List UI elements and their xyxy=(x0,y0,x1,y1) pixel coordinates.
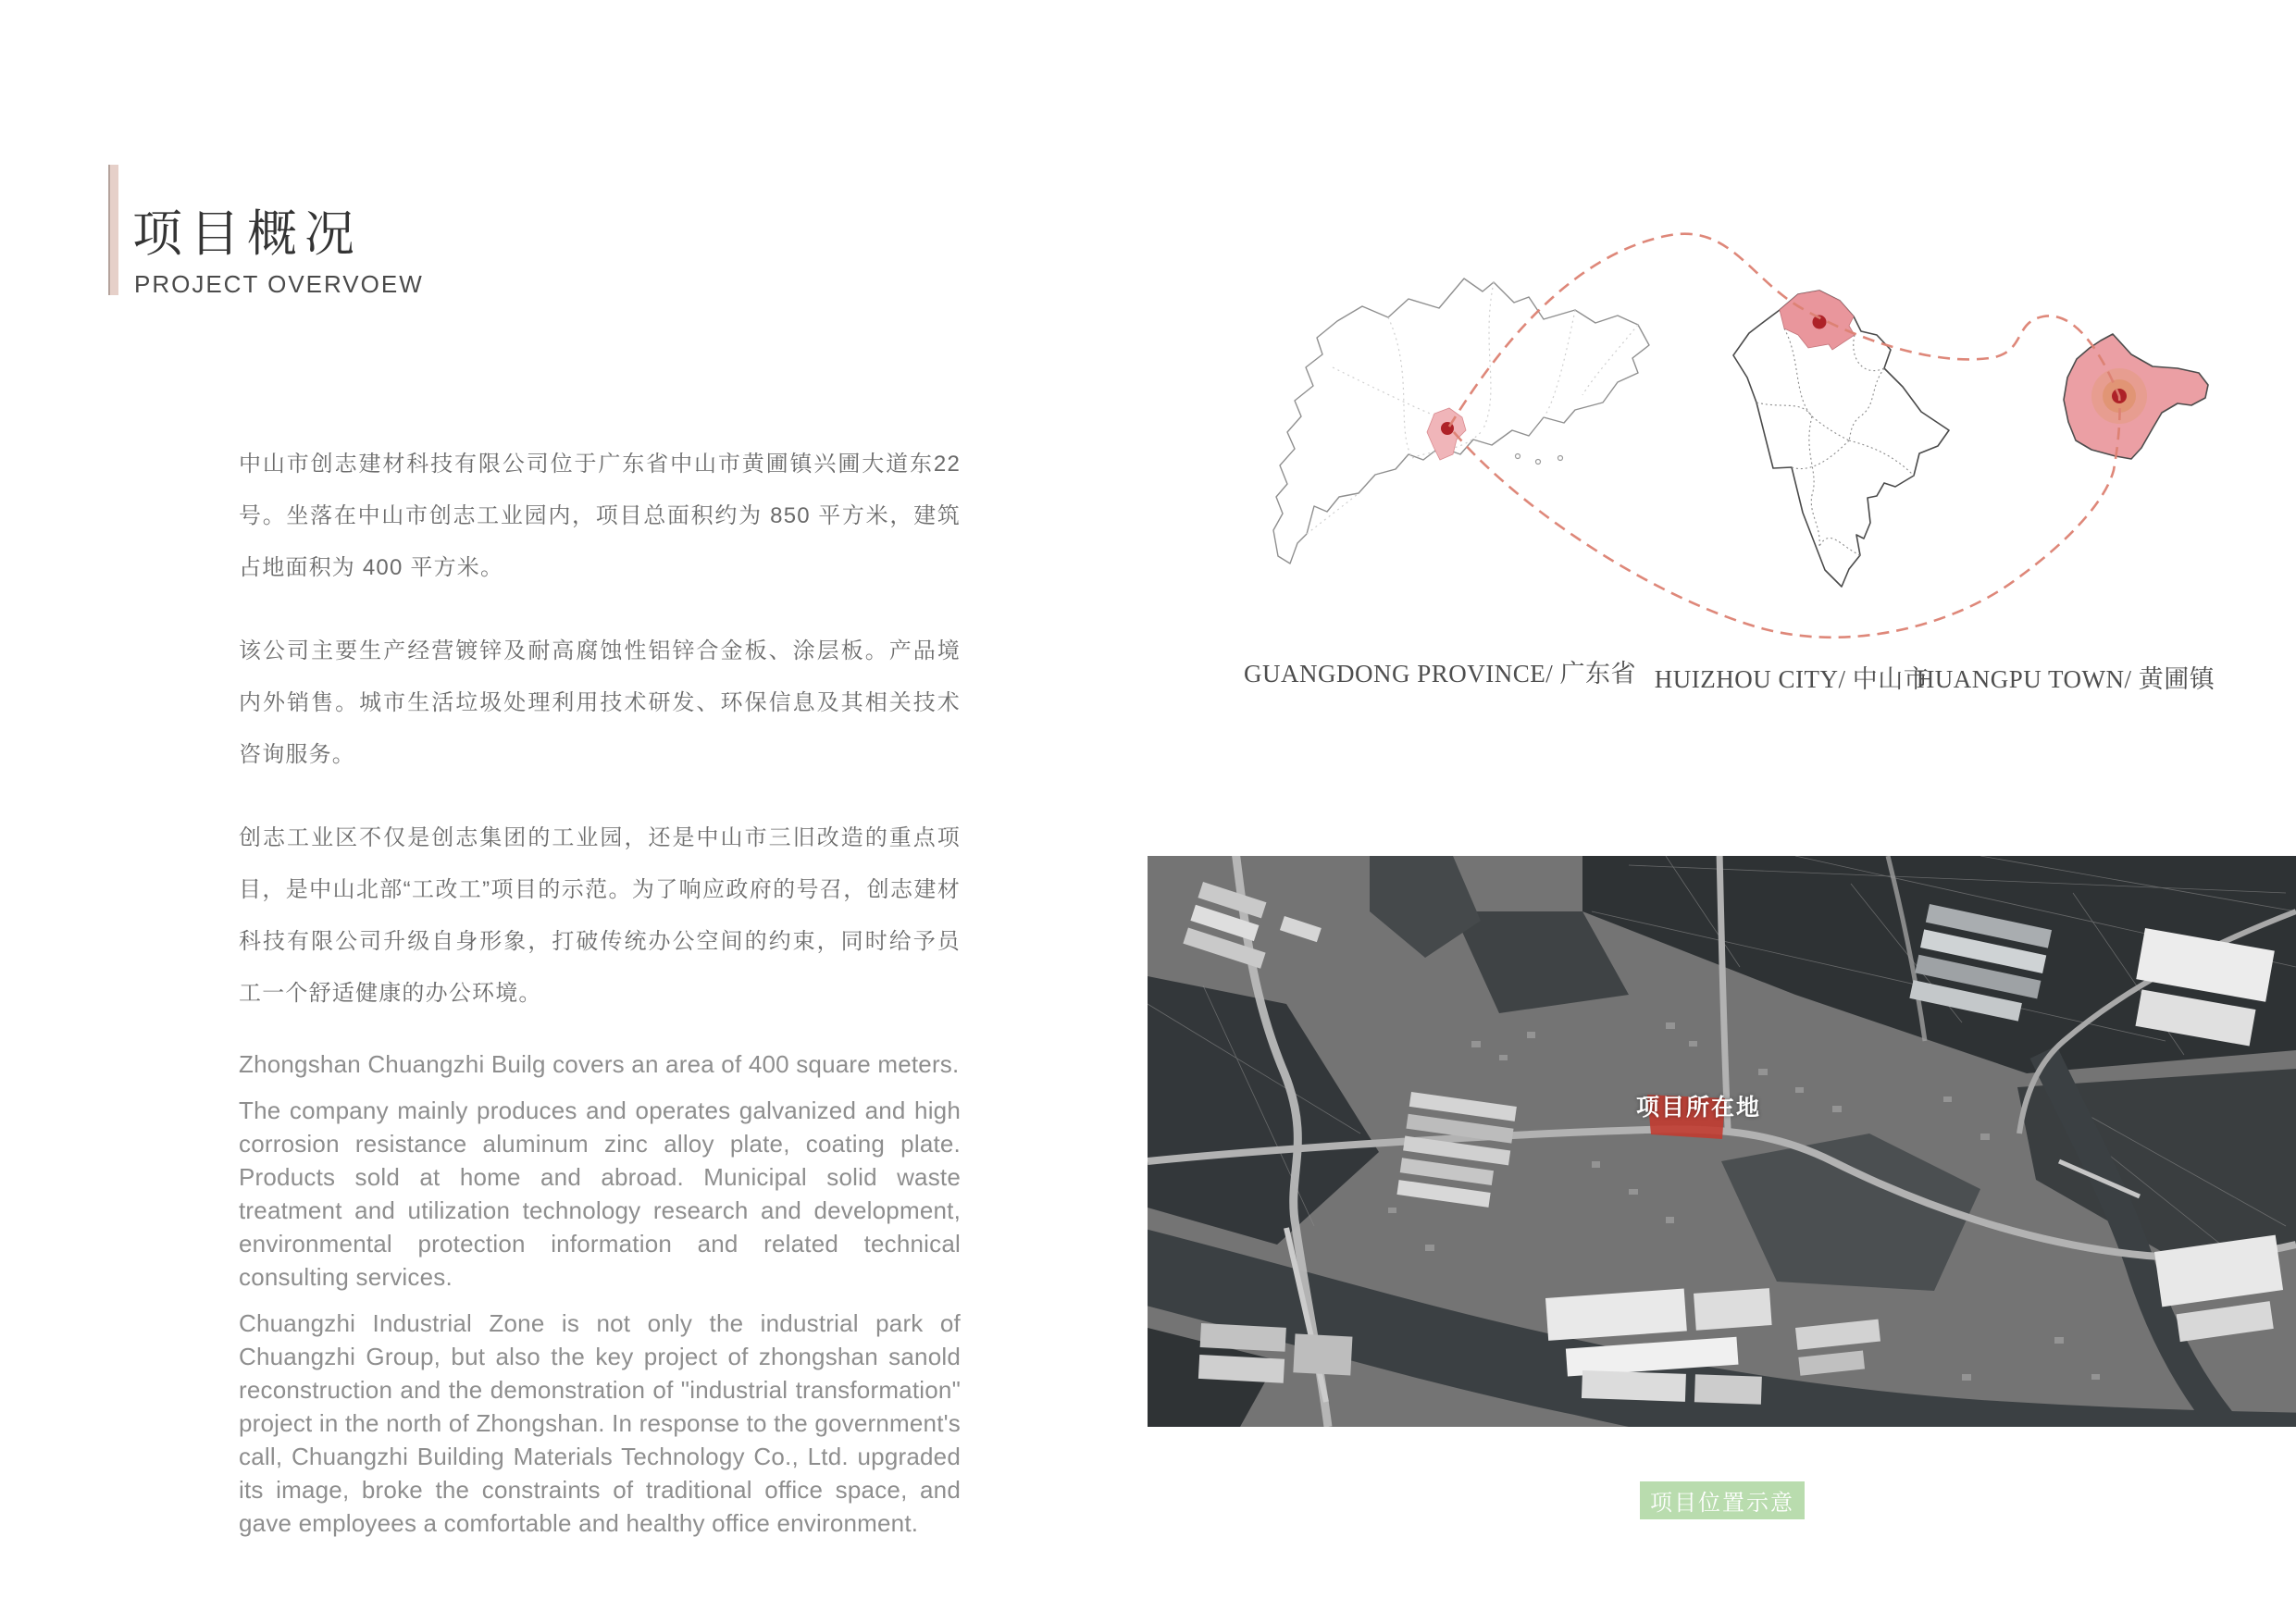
page-subtitle: PROJECT OVERVOEW xyxy=(134,270,424,298)
guangdong-map xyxy=(1273,279,1649,564)
page-title: 项目概况 xyxy=(132,206,362,262)
map-label-huangpu-town: HUANGPU TOWN/ 黄圃镇 xyxy=(1916,665,2215,693)
title-accent-bar xyxy=(108,165,118,295)
map-label-huizhou-city: HUIZHOU CITY/ 中山市 xyxy=(1654,665,1930,693)
islands xyxy=(1516,454,1563,465)
zhongshan-map xyxy=(1733,291,1949,587)
location-caption-badge: 项目位置示意 xyxy=(1640,1481,1805,1519)
intro-paragraph-zh-2: 该公司主要生产经营镀锌及耐高腐蚀性铝锌合金板、涂层板。产品境内外销售。城市生活垃圾处理利用技术研发、环保信息及其相关技术咨询服务。 xyxy=(239,638,961,767)
satellite-image xyxy=(1148,856,2296,1427)
satellite-map xyxy=(1148,856,2296,1427)
intro-paragraph-en-1: Zhongshan Chuangzhi Builg covers an area of 400 square meters. xyxy=(239,1050,960,1078)
intro-paragraph-zh-3: 创志工业区不仅是创志集团的工业园，还是中山市三旧改造的重点项目，是中山北部“工改工”项目的示范。为了响应政府的号召，创志建材科技有限公司升级自身形象，打破传统办公空间的约束，同时给予员工一个舒适健康的办公环境。 xyxy=(239,825,961,1006)
intro-text-column xyxy=(239,439,961,1540)
intro-paragraph-en-2: The company mainly produces and operates galvanized and high corrosion resistance aluminum zinc alloy plate, coating plate. Products sold at home and abroad. Municipal solid waste treatment and utilization technology research and development, environmental protection information and related technical consulting services. xyxy=(239,1096,961,1291)
map-label-guangdong: GUANGDONG PROVINCE/ 广东省 xyxy=(1243,660,1637,688)
intro-paragraph-en-3: Chuangzhi Industrial Zone is not only the industrial park of Chuangzhi Group, but also the key project of zhongshan sanold reconstruction and the demonstration of "industrial transformation" project in the north of Zhongshan. In response to the government's call, Chuangzhi Building Materials Technology Co., Ltd. upgraded its image, broke the constraints of traditional office space, and gave employees a comfortable and healthy office environment. xyxy=(239,1309,961,1537)
project-site-label: 项目所在地 xyxy=(1636,1095,1762,1121)
huangpu-map xyxy=(2064,334,2208,459)
location-maps-figure xyxy=(1194,213,2296,694)
intro-paragraph-zh-1: 中山市创志建材科技有限公司位于广东省中山市黄圃镇兴圃大道东22号。坐落在中山市创志工业园内，项目总面积约为 850 平方米，建筑占地面积为 400 平方米。 xyxy=(239,452,961,580)
